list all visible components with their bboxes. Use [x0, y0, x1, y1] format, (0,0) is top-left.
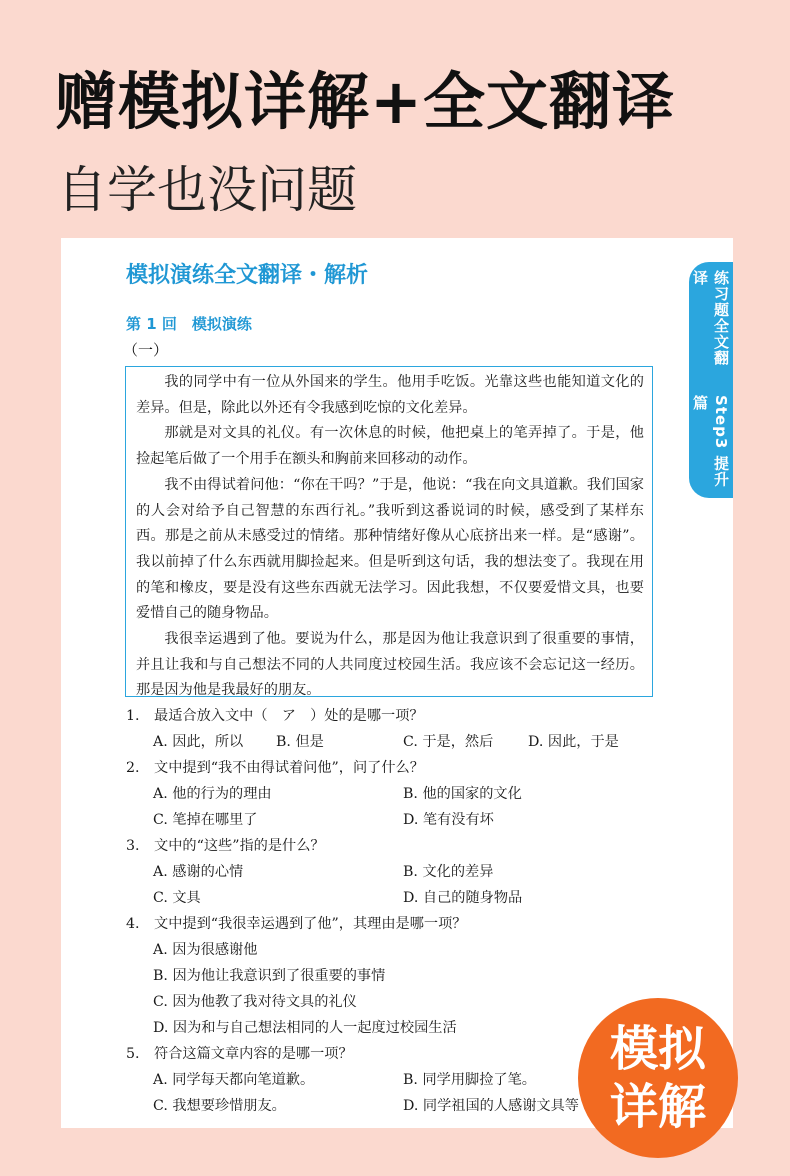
option-d: D. 笔有没有坏	[403, 812, 494, 828]
side-tab	[689, 262, 733, 498]
subline: 自学也没问题	[57, 161, 357, 219]
option-c: C. 于是，然后	[403, 734, 494, 750]
option-d: D. 因此，于是	[528, 734, 619, 750]
question-number: 5.	[126, 1046, 140, 1062]
question-1	[126, 703, 646, 729]
question-text: 文中提到“我不由得试着问他”，问了什么？	[154, 760, 424, 776]
passage-paragraph: 我不由得试着问他：“你在干吗？”于是，他说：“我在向文具道歉。我们国家的人会对给予自己智慧的东西行礼。”我听到这番说词的时候，感受到了某样东西。那是之前从未感受过的情绪。那种情绪好像从心底挤出来一样。是“感谢”。我以前掉了什么东西就用脚捡起来。但是听到这句话，我的想法变了。我现在用的笔和橡皮，要是没有这些东西就无法学习。因此我想，不仅要爱惜文具，也要爱惜自己的随身物品。	[136, 476, 644, 622]
option-a: A. 同学每天都向笔道歉。	[153, 1072, 315, 1088]
option-row	[126, 729, 646, 755]
question-number: 2.	[126, 760, 140, 776]
headline: 赠模拟详解+全文翻译	[55, 65, 675, 138]
option-row	[126, 1067, 646, 1093]
question-5	[126, 1041, 646, 1067]
question-number: 3.	[126, 838, 140, 854]
option-c: C. 笔掉在哪里了	[153, 812, 258, 828]
passage-paragraph: 我很幸运遇到了他。要说为什么，那是因为他让我意识到了很重要的事情，并且让我和与自己想法不同的人共同度过校园生活。我应该不会忘记这一经历。那是因为他是我最好的朋友。	[136, 631, 644, 699]
option-a: A. 因此，所以	[153, 734, 244, 750]
question-number: 4.	[126, 916, 140, 932]
option-row	[126, 859, 646, 885]
option-d: D. 自己的随身物品	[403, 890, 523, 906]
passage-box	[125, 366, 653, 697]
question-text: 文中的“这些”指的是什么？	[154, 838, 325, 854]
option-c: C. 因为他教了我对待文具的礼仪	[153, 994, 357, 1010]
question-3	[126, 833, 646, 859]
option-row	[126, 989, 646, 1015]
section-title: 模拟演练全文翻译・解析	[126, 263, 369, 288]
option-b: B. 但是	[276, 734, 324, 750]
option-b: B. 因为他让我意识到了很重要的事情	[153, 968, 386, 984]
option-d: D. 同学祖国的人感谢文具等	[403, 1098, 579, 1114]
question-2	[126, 755, 646, 781]
option-c: C. 我想要珍惜朋友。	[153, 1098, 286, 1114]
detail-badge	[578, 998, 738, 1158]
question-number: 1.	[126, 708, 140, 724]
passage-paragraph: 我的同学中有一位从外国来的学生。他用手吃饭。光靠这些也能知道文化的差异。但是，除此以外还有令我感到吃惊的文化差异。	[136, 374, 644, 416]
option-a: A. 感谢的心情	[153, 864, 244, 880]
option-row	[126, 937, 646, 963]
question-list	[126, 703, 646, 1119]
badge-line-2: 详解	[609, 1079, 706, 1135]
option-d: D. 因为和与自己想法相同的人一起度过校园生活	[153, 1020, 457, 1036]
option-a: A. 他的行为的理由	[153, 786, 272, 802]
passage-paragraph: 那就是对文具的礼仪。有一次休息的时候，他把桌上的笔弄掉了。于是，他捡起笔后做了一个用手在额头和胸前来回移动的动作。	[136, 425, 644, 468]
option-b: B. 他的国家的文化	[403, 786, 522, 802]
option-row	[126, 1093, 646, 1119]
question-text: 文中提到“我很幸运遇到了他”，其理由是哪一项？	[154, 916, 467, 932]
part-label: （一）	[123, 341, 169, 359]
option-row	[126, 1015, 646, 1041]
question-text: 最适合放入文中（ ア ）处的是哪一项？	[154, 708, 424, 724]
round-title: 第 1 回 模拟演练	[126, 315, 252, 333]
side-tab-label-2: Step3 提升篇	[691, 395, 730, 488]
option-c: C. 文具	[153, 890, 201, 906]
option-row	[126, 781, 646, 807]
option-a: A. 因为很感谢他	[153, 942, 258, 958]
option-b: B. 同学用脚捡了笔。	[403, 1072, 536, 1088]
option-row	[126, 963, 646, 989]
question-4	[126, 911, 646, 937]
option-row	[126, 807, 646, 833]
side-tab-label-1: 练习题全文翻译	[691, 270, 730, 366]
option-row	[126, 885, 646, 911]
option-b: B. 文化的差异	[403, 864, 494, 880]
question-text: 符合这篇文章内容的是哪一项？	[154, 1046, 353, 1062]
badge-line-1: 模拟	[609, 1021, 706, 1077]
